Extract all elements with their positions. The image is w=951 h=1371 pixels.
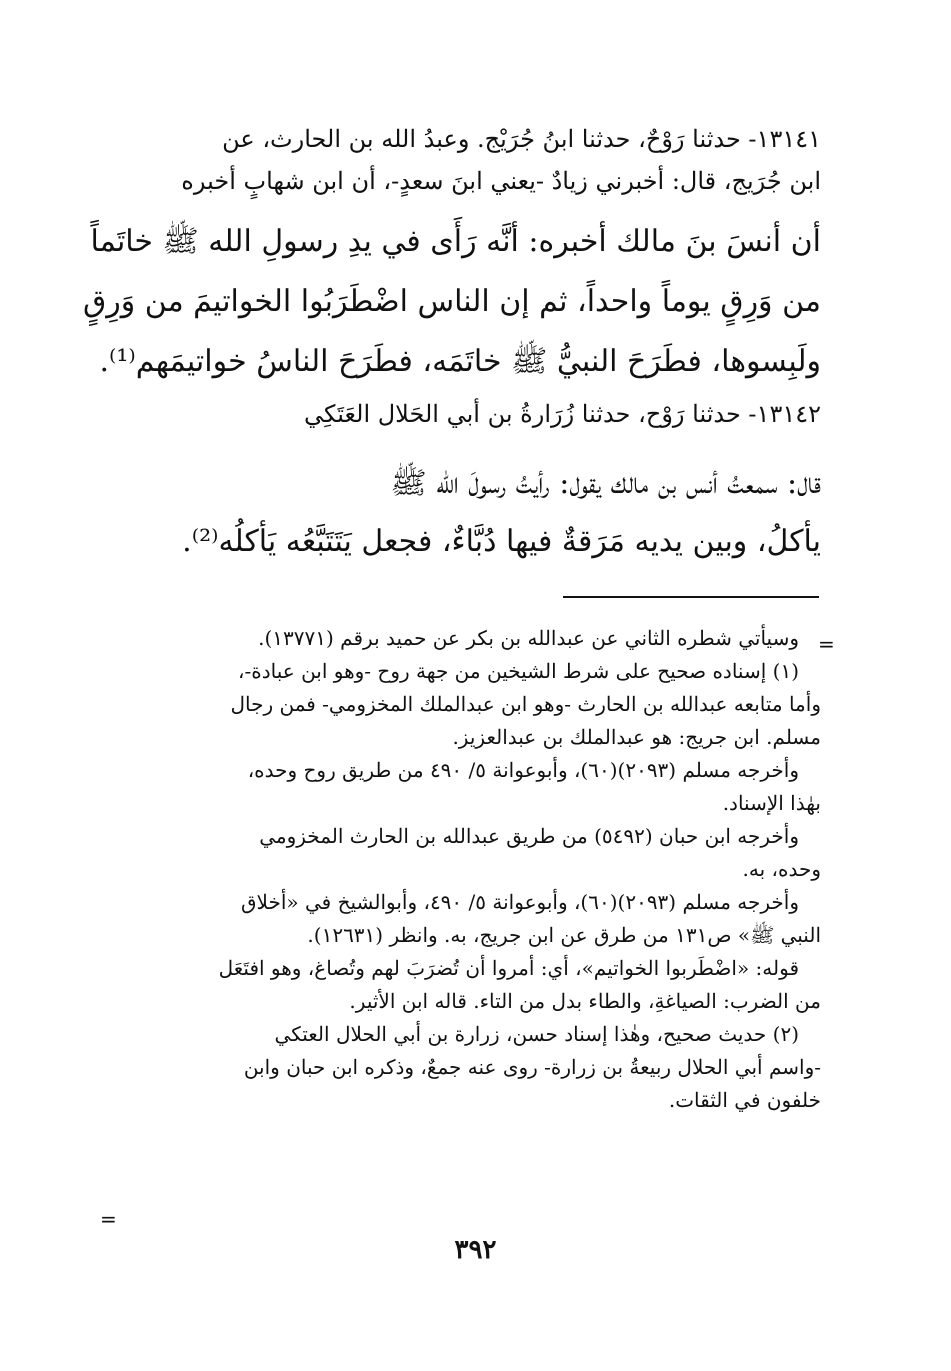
hadith-13141-matn — [82, 212, 821, 392]
footnote-1-line: النبي ﷺ» ص١٣١ من طرق عن ابن جريج، به. وانظر (١٢٦٣١). — [307, 923, 821, 947]
footnote-1-line: وأما متابعه عبدالله بن الحارث -وهو ابن عبدالملك المخزومي- فمن رجال — [230, 692, 821, 716]
footnote-2-line: خلفون في الثقات. — [668, 1088, 821, 1112]
hadith-13142-isnad — [110, 392, 821, 436]
footnote-1-line: من الضرب: الصياغةِ، والطاء بدل من التاء. قاله ابن الأثير. — [349, 989, 821, 1013]
continuation-mark: = — [818, 632, 835, 656]
text-line: قال: سمعتُ أنس بن مالك يقول: رأيتُ رسولَ الله ﷺ — [390, 466, 821, 501]
footnote-2-line: (٢) حديث صحيح، وهٰذا إسناد حسن، زرارة بن أبي الحلال العتكي — [274, 1022, 799, 1046]
footnote-1-line: مسلم. ابن جريج: هو عبدالملك بن عبدالعزيز. — [452, 725, 821, 749]
footnote-2-line: -واسم أبي الحلال ربيعةُ بن زرارة- روى عنه جمعٌ، وذكره ابن حبان وابن — [243, 1055, 821, 1079]
footnote-1-line: وأخرجه ابن حبان (٥٤٩٢) من طريق عبدالله بن الحارث المخزومي — [259, 824, 799, 848]
footnote-1-line: (١) إسناده صحيح على شرط الشيخين من جهة روح -وهو ابن عبادة-، — [238, 659, 799, 683]
hadith-13141-isnad — [110, 118, 821, 202]
footnote-separator — [563, 596, 819, 598]
continuation-mark-end: = — [100, 1207, 117, 1231]
footnotes — [110, 622, 821, 1117]
footnote-1-line: قوله: «اضْطَربوا الخواتيم»، أي: أمروا أن تُضرَبَ لهم وتُصاغ، وهو افتَعَل — [218, 956, 799, 980]
text-line: ولَبِسوها، فطَرَحَ النبيُّ ﷺ خاتَمَه، فطَرَحَ الناسُ خواتيمَهم⁽¹⁾. — [99, 344, 821, 379]
text-line: ١٣١٤١- حدثنا رَوْحٌ، حدثنا ابنُ جُرَيْج. وعبدُ الله بن الحارث، عن — [222, 125, 821, 153]
text-line: ابن جُرَيج، قال: أخبرني زيادٌ -يعني ابنَ سعدٍ-، أن ابن شهابٍ أخبره — [181, 167, 821, 195]
text-line: ١٣١٤٢- حدثنا رَوْح، حدثنا زُرَارةُ بن أبي الحَلال العَتَكِي — [304, 400, 821, 428]
footnote-1-line: وأخرجه مسلم (٢٠٩٣)(٦٠)، وأبوعوانة ٥/ ٤٩٠، وأبوالشيخ في «أخلاق — [241, 890, 799, 914]
footnote-1-line: وأخرجه مسلم (٢٠٩٣)(٦٠)، وأبوعوانة ٥/ ٤٩٠ من طريق روح وحده، — [247, 758, 799, 782]
text-line: أن أنسَ بنَ مالك أخبره: أنَّه رَأَى في يدِ رسولِ الله ﷺ خاتَماً — [90, 224, 821, 259]
text-line: من وَرِقٍ يوماً واحداً، ثم إن الناس اضْطَرَبُوا الخواتيمَ من وَرِقٍ — [82, 284, 821, 319]
footnote-1-line: بهٰذا الإسناد. — [722, 791, 821, 815]
footnote-continuation: وسيأتي شطره الثاني عن عبدالله بن بكر عن حميد برقم (١٣٧٧١). — [258, 626, 799, 650]
hadith-13142-matn — [110, 455, 821, 571]
page-number: ٣٩٢ — [454, 1235, 497, 1265]
footnote-1-line: وحده، به. — [742, 857, 821, 881]
text-line: يأكلُ، وبين يديه مَرَقةٌ فيها دُبَّاءٌ، فجعل يَتَتَبَّعُه يَأكلُه⁽²⁾. — [182, 524, 821, 559]
